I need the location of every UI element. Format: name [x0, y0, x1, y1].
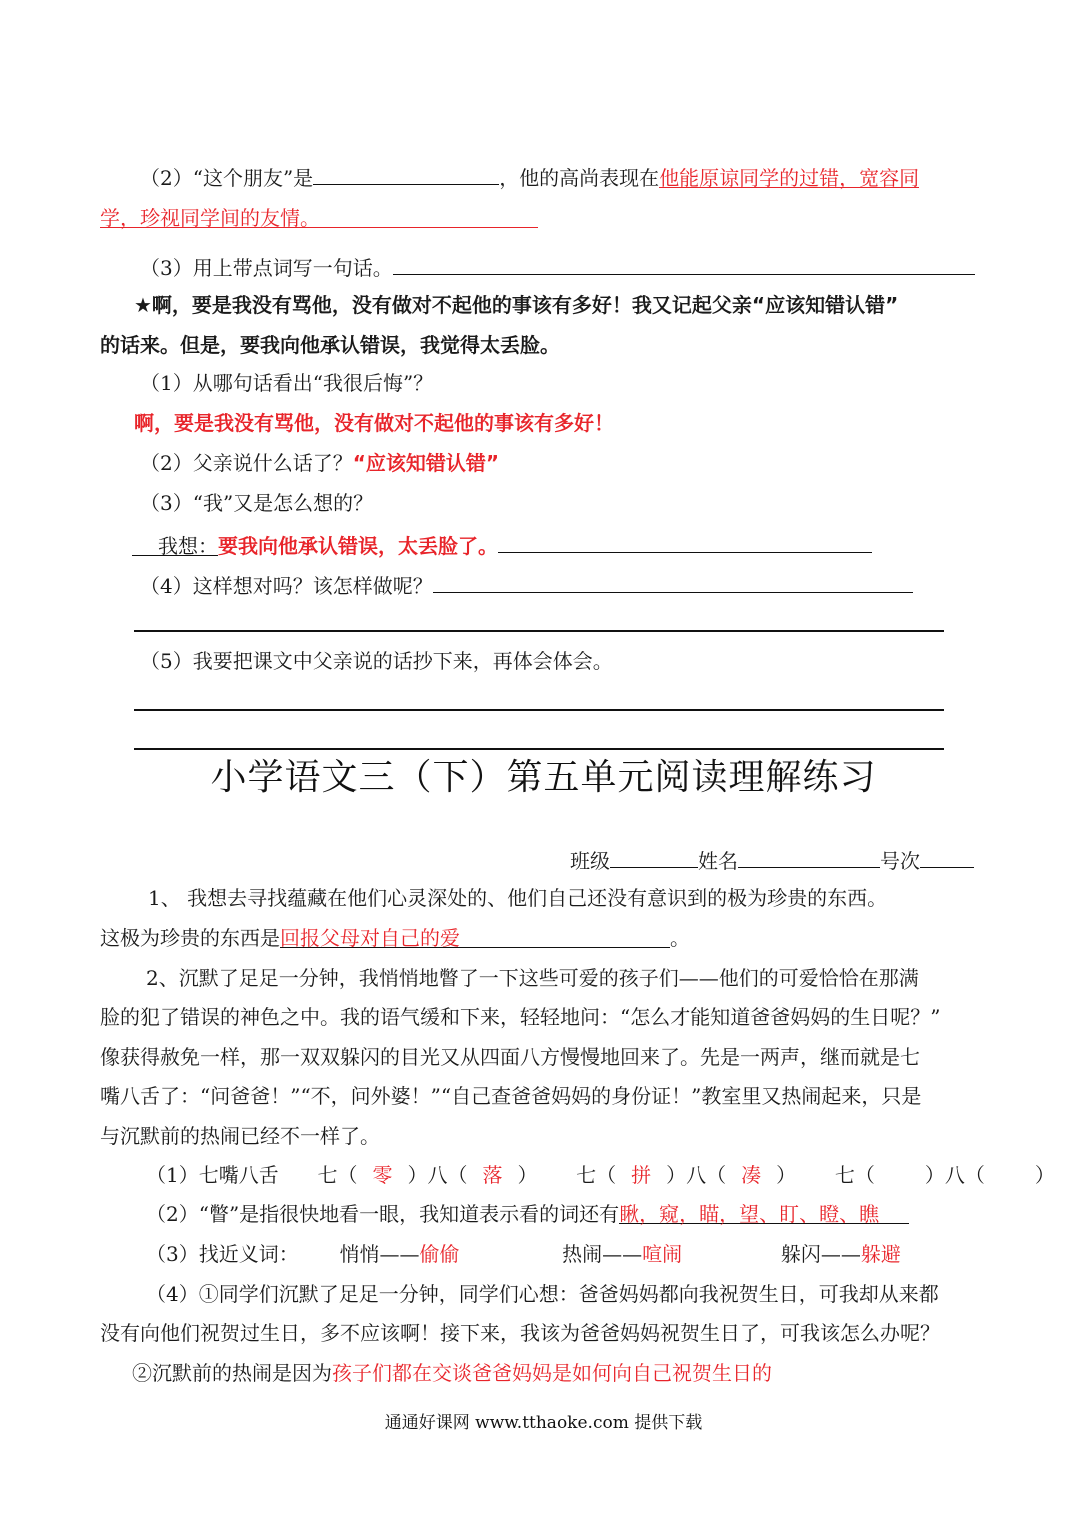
p2-q2-answer: 瞅，窥，瞄，望、盯、瞪、瞧 [619, 1201, 909, 1224]
idiom-answer: 落 [482, 1163, 503, 1187]
answer-blank[interactable] [393, 252, 975, 275]
answer-blank[interactable] [498, 530, 872, 553]
p2-q1-label: （1）七嘴八舌 [146, 1163, 279, 1187]
p2-q4-line: 没有向他们祝贺过生日，多不应该啊！接下来，我该为爸爸妈妈祝贺生日了，可我该怎么办呢？ [100, 1321, 940, 1345]
answer-line[interactable] [134, 748, 944, 750]
answer-1: 啊，要是我没有骂他，没有做对不起他的事该有多好！ [134, 411, 614, 435]
synonym-answer: 躲避 [860, 1242, 901, 1266]
p2-passage-line: 与沉默前的热闹已经不一样了。 [100, 1124, 380, 1148]
s1-q2-answer-line2 [100, 205, 538, 231]
page-footer: 通通好课网 www.tthaoke.com 提供下载 [384, 1413, 703, 1433]
s1-q2-line [140, 162, 919, 191]
idiom-part: ） [517, 1163, 538, 1187]
name-field[interactable] [738, 845, 880, 868]
p2-q4c-line [132, 1360, 772, 1386]
p1-end: 。 [670, 926, 690, 950]
s1-q3-label: （3）用上带点词写一句话。 [140, 256, 393, 280]
question-5: （5）我要把课文中父亲说的话抄下来，再体会体会。 [140, 649, 613, 673]
name-label: 姓名 [698, 849, 738, 873]
p2-q2-line [146, 1201, 909, 1227]
class-field[interactable] [610, 845, 698, 868]
answer-line[interactable] [134, 630, 944, 632]
idiom-part: ）八（ [666, 1163, 727, 1187]
idiom-part: ） [1034, 1163, 1055, 1187]
p2-passage-line: 像获得赦免一样，那一双双躲闪的目光又从四面八方慢慢地回来了。先是一两声，继而就是七 [100, 1045, 920, 1069]
s1-q3-line [140, 252, 975, 281]
question-4: （4）这样想对吗？该怎样做呢？ [140, 574, 433, 598]
p2-passage-line: 嘴八舌了：“问爸爸！”“不，问外婆！”“自己查爸爸妈妈的身份证！”教室里又热闹起来，只是 [100, 1084, 922, 1108]
synonym-answer: 喧闹 [642, 1242, 683, 1266]
answer-3-prefix: 我想： [132, 533, 218, 556]
p2-q1-line [146, 1162, 1055, 1188]
synonym-answer: 偷偷 [419, 1242, 460, 1266]
p2-q3-line [146, 1241, 901, 1267]
answer-3: 要我向他承认错误，太丢脸了。 [218, 534, 498, 558]
idiom-part: ） [776, 1163, 797, 1187]
p2-q4c-label: ②沉默前的热闹是因为 [132, 1361, 332, 1385]
passage-line: ★啊，要是我没有骂他，没有做对不起他的事该有多好！我又记起父亲“应该知错认错” [134, 293, 899, 317]
question-2-line [140, 450, 499, 476]
p2-q3-label: （3）找近义词： [146, 1242, 299, 1266]
p2-q2-label: （2）“瞥”是指很快地看一眼，我知道表示看的词还有 [146, 1202, 620, 1226]
page-title: 小学语文三（下）第五单元阅读理解练习 [210, 757, 877, 798]
p1-answer-line [100, 925, 690, 951]
idiom-answer: 零 [372, 1163, 393, 1187]
student-info [570, 845, 974, 874]
synonym-word: 躲闪—— [780, 1242, 861, 1266]
synonym-word: 热闹—— [562, 1242, 643, 1266]
s1-q2-answer-a: 他能原谅同学的过错，宽容同 [659, 166, 920, 190]
s1-q2-label: （2）“这个朋友”是 [140, 166, 314, 190]
question-2: （2）父亲说什么话了？ [140, 451, 353, 475]
p2-q4-line: （4）①同学们沉默了足足一分钟，同学们心想：爸爸妈妈都向我祝贺生日，可我却从来都 [146, 1282, 939, 1306]
number-field[interactable] [920, 845, 974, 868]
idiom-part: 七（ [317, 1163, 358, 1187]
answer-blank[interactable] [433, 570, 913, 593]
passage-line: 的话来。但是，要我向他承认错误，我觉得太丢脸。 [100, 333, 560, 357]
s1-q2-answer-b: 学，珍视同学间的友情。 [100, 205, 538, 228]
idiom-answer: 拼 [631, 1163, 652, 1187]
p2-passage-line: 2、沉默了足足一分钟，我悄悄地瞥了一下这些可爱的孩子们——他们的可爱恰恰在那满 [146, 966, 919, 990]
s1-q2-mid: ，他的高尚表现在 [499, 166, 660, 190]
question-3: （3）“我”又是怎么想的？ [140, 491, 374, 515]
idiom-part: 七（ [576, 1163, 617, 1187]
synonym-word: 悄悄—— [339, 1242, 420, 1266]
question-1: （1）从哪句话看出“我很后悔”？ [140, 371, 434, 395]
answer-2: “应该知错认错” [352, 451, 500, 475]
p2-passage-line: 脸的犯了错误的神色之中。我的语气缓和下来，轻轻地问：“怎么才能知道爸爸妈妈的生日呢？” [100, 1005, 941, 1029]
p2-q4c-answer: 孩子们都在交谈爸爸妈妈是如何向自己祝贺生日的 [332, 1361, 772, 1385]
p1-label: 这极为珍贵的东西是 [100, 926, 280, 950]
p1-answer: 回报父母对自己的爱 [280, 925, 670, 948]
class-label: 班级 [570, 849, 610, 873]
idiom-part: ）八（ [407, 1163, 468, 1187]
number-label: 号次 [880, 849, 920, 873]
answer-blank[interactable] [313, 162, 499, 185]
idiom-answer: 凑 [741, 1163, 762, 1187]
p1-text: 1、 我想去寻找蕴藏在他们心灵深处的、他们自己还没有意识到的极为珍贵的东西。 [148, 886, 888, 910]
idiom-part: 七（ [834, 1163, 875, 1187]
answer-line[interactable] [134, 709, 944, 711]
idiom-part: ）八（ [924, 1163, 985, 1187]
question-4-line [140, 570, 913, 599]
answer-3-line [132, 530, 872, 559]
